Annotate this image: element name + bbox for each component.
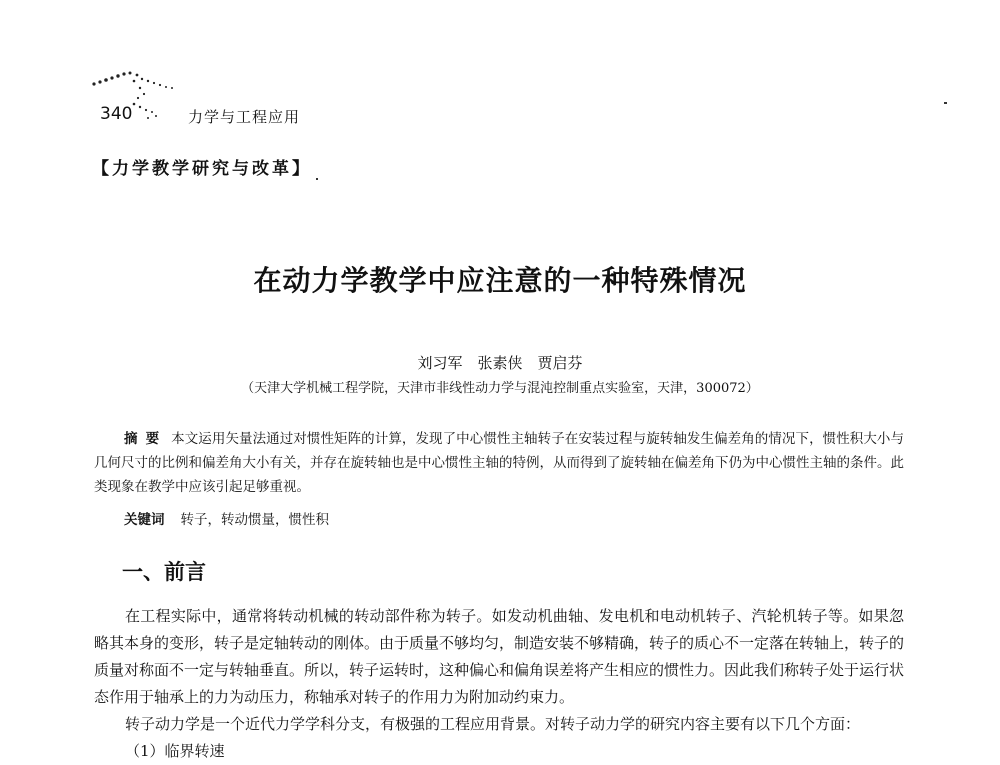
scan-speck: [944, 102, 947, 104]
abstract: [94, 427, 904, 499]
paragraph: 在工程实际中，通常将转动机械的转动部件称为转子。如发动机曲轴、发电机和电动机转子、汽轮机转子等。如果忽略其本身的变形，转子是定轴转动的刚体。由于质量不够均匀，制造安装不够精确，转子的质心不一定落在转轴上，转子的质量对称面不一定与转轴垂直。所以，转子运转时，这种偏心和偏角误差将产生相应的惯性力。因此我们称转子处于运行状态作用于轴承上的力为动压力，称轴承对转子的作用力为附加动约束力。: [94, 607, 905, 706]
keywords: [124, 508, 329, 528]
article-title: 在动力学教学中应注意的一种特殊情况: [253, 264, 747, 297]
abstract-text: 本文运用矢量法通过对惯性矩阵的计算，发现了中心惯性主轴转子在安装过程与旋转轴发生偏差角的情况下，惯性积大小与几何尺寸的比例和偏差角大小有关，并存在旋转轴也是中心惯性主轴的特例，从而得到了旋转轴在偏差角下仍为中心惯性主轴的条件。此类现象在教学中应该引起足够重视。: [94, 431, 905, 495]
paragraph: （1）临界转速: [125, 742, 225, 760]
keywords-label: 关键词: [124, 512, 165, 528]
journal-name: 力学与工程应用: [188, 108, 301, 126]
page-number: 340: [100, 104, 133, 124]
scan-speck: [316, 178, 318, 180]
affiliation: （天津大学机械工程学院，天津市非线性动力学与混沌控制重点实验室，天津，300072）: [241, 381, 759, 396]
paragraph: 转子动力学是一个近代力学学科分支，有极强的工程应用背景。对转子动力学的研究内容主要有以下几个方面：: [125, 715, 861, 733]
body-text: [94, 603, 904, 765]
keywords-text: 转子，转动惯量，惯性积: [180, 512, 329, 528]
abstract-label: 摘要: [124, 431, 168, 447]
authors: 刘习军 张素侠 贾启芬: [417, 354, 583, 372]
section-heading: 一、前言: [122, 560, 206, 584]
section-tag: 【力学教学研究与改革】: [92, 159, 312, 179]
